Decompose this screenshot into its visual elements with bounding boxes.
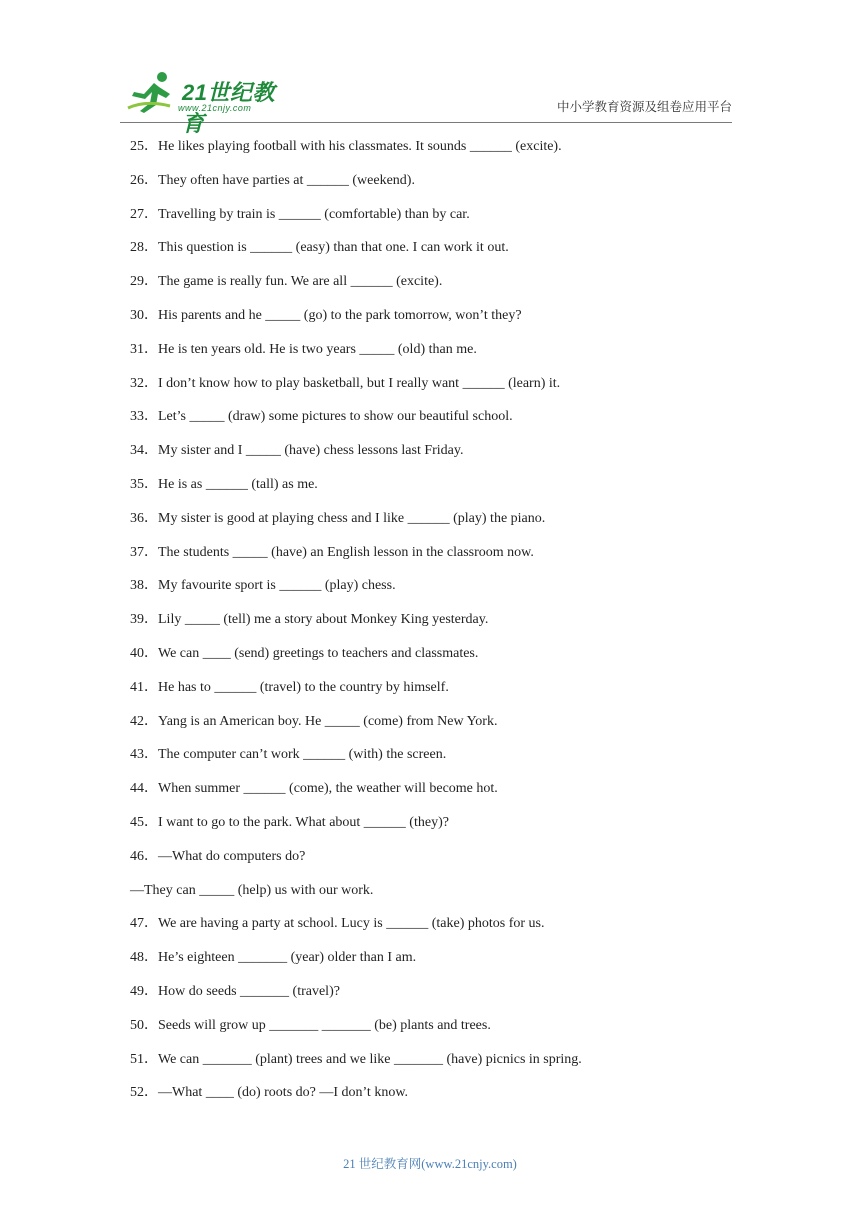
question-item: 42．Yang is an American boy. He _____ (come) from New York. (130, 713, 498, 729)
question-item: 25．He likes playing football with his classmates. It sounds ______ (excite). (130, 139, 562, 154)
question-item: 43．The computer can’t work ______ (with) the screen. (130, 747, 447, 763)
question-item: 40．We can ____ (send) greetings to teachers and classmates. (130, 645, 479, 661)
runner-icon (126, 70, 180, 114)
page-footer[interactable]: 21 世纪教育网(www.21cnjy.com) (343, 1157, 517, 1171)
question-item: 31．He is ten years old. He is two years _____ (old) than me. (130, 341, 477, 357)
question-item: 35．He is as ______ (tall) as me. (130, 476, 318, 492)
question-item: 26．They often have parties at ______ (weekend). (130, 172, 415, 188)
question-list (130, 137, 730, 1117)
question-item: 27．Travelling by train is ______ (comfortable) than by car. (130, 206, 470, 222)
site-logo[interactable] (126, 68, 296, 136)
question-item: 45．I want to go to the park. What about ______ (they)? (130, 814, 449, 830)
question-item: 38．My favourite sport is ______ (play) chess. (130, 578, 396, 594)
question-item: 41．He has to ______ (travel) to the country by himself. (130, 679, 449, 695)
question-item: 46．—What do computers do? (130, 848, 306, 864)
question-item: 29．The game is really fun. We are all ______ (excite). (130, 274, 443, 290)
header-tagline: 中小学教育资源及组卷应用平台 (556, 99, 732, 114)
question-item: 44．When summer ______ (come), the weather will become hot. (130, 781, 498, 797)
question-item: 36．My sister is good at playing chess and I like ______ (play) the piano. (130, 510, 546, 526)
question-item: 47．We are having a party at school. Lucy is ______ (take) photos for us. (130, 916, 545, 932)
question-item: 49．How do seeds _______ (travel)? (130, 983, 340, 999)
question-item: 37．The students _____ (have) an English lesson in the classroom now. (130, 544, 534, 560)
question-item: 28．This question is ______ (easy) than that one. I can work it out. (130, 240, 509, 256)
question-item: 34．My sister and I _____ (have) chess lessons last Friday. (130, 443, 464, 459)
question-item: 52．—What ____ (do) roots do? —I don’t know. (130, 1085, 409, 1101)
question-item: 51．We can _______ (plant) trees and we like _______ (have) picnics in spring. (130, 1051, 582, 1067)
question-item: 32．I don’t know how to play basketball, but I really want ______ (learn) it. (130, 375, 561, 391)
question-item: 48．He’s eighteen _______ (year) older than I am. (130, 950, 417, 966)
question-item: 50．Seeds will grow up _______ _______ (be) plants and trees. (130, 1017, 491, 1033)
question-item: 39．Lily _____ (tell) me a story about Monkey King yesterday. (130, 612, 489, 628)
question-item: —They can _____ (help) us with our work. (130, 882, 374, 898)
page-header (120, 64, 732, 136)
question-item: 30．His parents and he _____ (go) to the park tomorrow, won’t they? (130, 307, 522, 323)
logo-text: 21世纪教育 (182, 80, 275, 136)
logo-url: www.21cnjy.com (178, 103, 252, 113)
question-item: 33．Let’s _____ (draw) some pictures to show our beautiful school. (130, 409, 513, 425)
